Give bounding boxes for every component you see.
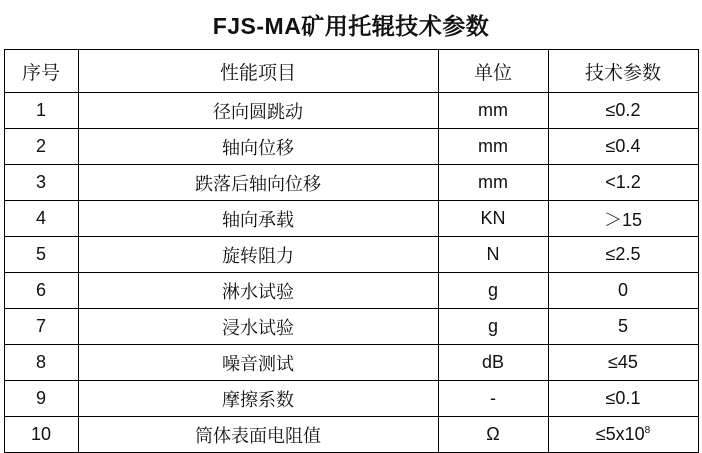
cell-item: 浸水试验	[78, 309, 438, 345]
cell-item: 轴向承载	[78, 201, 438, 237]
table-row	[4, 309, 698, 345]
cell-index: 1	[4, 93, 78, 129]
cell-index: 8	[4, 345, 78, 381]
cell-value-text: 0	[617, 280, 628, 300]
cell-unit: mm	[438, 129, 548, 165]
cell-value-text: ≤0.2	[605, 100, 641, 120]
cell-item: 轴向位移	[78, 129, 438, 165]
cell-unit: -	[438, 381, 548, 417]
table-row	[4, 93, 698, 129]
table-header-row	[4, 50, 698, 93]
cell-index: 10	[4, 417, 78, 453]
table-body	[4, 93, 698, 453]
cell-item: 筒体表面电阻值	[78, 417, 438, 453]
cell-unit: Ω	[438, 417, 548, 453]
cell-value	[548, 345, 698, 381]
cell-value-text: ≤5x10	[595, 424, 645, 444]
cell-item: 淋水试验	[78, 273, 438, 309]
table-row	[4, 237, 698, 273]
table-row	[4, 381, 698, 417]
cell-value-text: 5	[617, 316, 628, 336]
cell-unit: dB	[438, 345, 548, 381]
cell-value-text: ≤0.1	[605, 388, 641, 408]
table-row	[4, 129, 698, 165]
table-row	[4, 273, 698, 309]
cell-unit: KN	[438, 201, 548, 237]
cell-value	[548, 93, 698, 129]
cell-item: 径向圆跳动	[78, 93, 438, 129]
cell-unit: g	[438, 273, 548, 309]
table-row	[4, 201, 698, 237]
cell-index: 4	[4, 201, 78, 237]
column-header-item: 性能项目	[78, 50, 438, 93]
table-header	[4, 50, 698, 93]
column-header-index: 序号	[4, 50, 78, 93]
cell-index: 5	[4, 237, 78, 273]
table-row	[4, 345, 698, 381]
cell-value	[548, 417, 698, 453]
cell-value-text: <1.2	[605, 172, 641, 192]
cell-item: 噪音测试	[78, 345, 438, 381]
cell-index: 7	[4, 309, 78, 345]
cell-index: 3	[4, 165, 78, 201]
cell-value-text: ≤45	[608, 352, 638, 372]
cell-unit: N	[438, 237, 548, 273]
table-row	[4, 417, 698, 453]
cell-item: 旋转阻力	[78, 237, 438, 273]
cell-value-text: ≤0.4	[605, 136, 641, 156]
cell-value-sup: 8	[644, 425, 651, 436]
cell-value	[548, 129, 698, 165]
cell-value-text: ≤2.5	[605, 244, 641, 264]
cell-index: 9	[4, 381, 78, 417]
cell-unit: mm	[438, 93, 548, 129]
cell-unit: g	[438, 309, 548, 345]
cell-value-text: ＞15	[603, 209, 643, 230]
cell-index: 6	[4, 273, 78, 309]
cell-value	[548, 201, 698, 237]
column-header-value: 技术参数	[548, 50, 698, 93]
cell-value	[548, 165, 698, 201]
cell-unit: mm	[438, 165, 548, 201]
table-row	[4, 165, 698, 201]
column-header-unit: 单位	[438, 50, 548, 93]
cell-item: 摩擦系数	[78, 381, 438, 417]
cell-value	[548, 309, 698, 345]
page-title: FJS-MA矿用托辊技术参数	[212, 13, 490, 39]
cell-value	[548, 381, 698, 417]
cell-item: 跌落后轴向位移	[78, 165, 438, 201]
cell-value	[548, 237, 698, 273]
cell-index: 2	[4, 129, 78, 165]
cell-value	[548, 273, 698, 309]
spec-table	[4, 49, 699, 453]
